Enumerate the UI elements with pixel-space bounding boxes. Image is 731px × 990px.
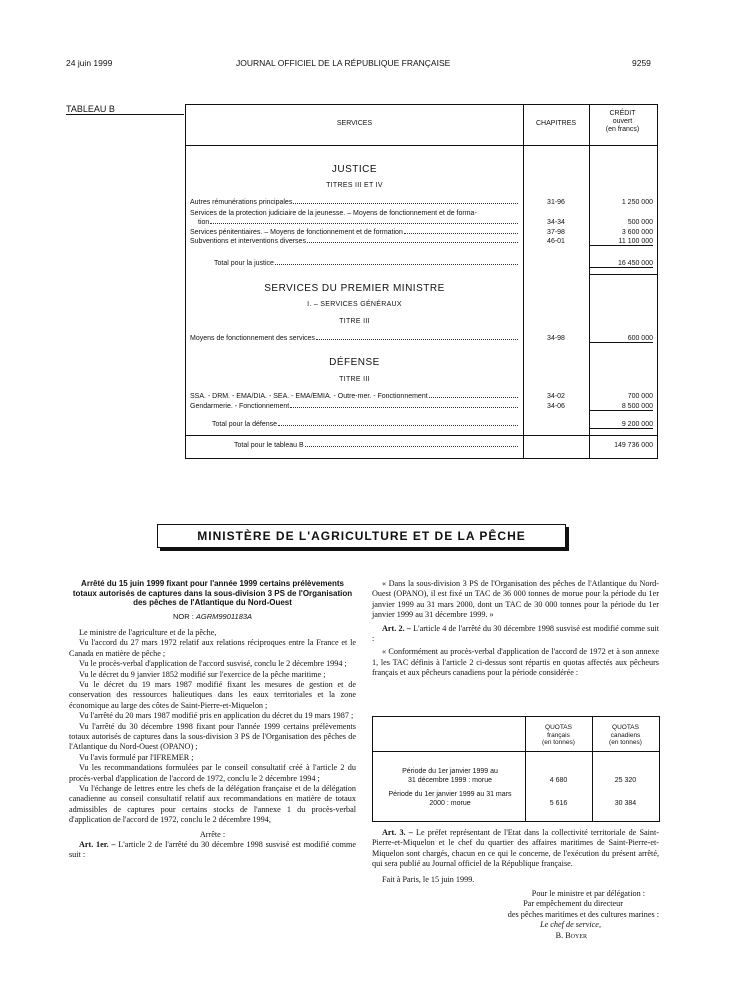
table-row: Gendarmerie. - Fonctionnement bbox=[190, 403, 519, 410]
nor-line: NOR : AGRM9901183A bbox=[172, 611, 253, 621]
signature-name: B. Boyer bbox=[555, 930, 587, 940]
total-credit: 9 200 000 bbox=[589, 421, 653, 429]
section-defense-title: DÉFENSE bbox=[329, 357, 380, 368]
header-divider bbox=[186, 145, 657, 146]
paragraph: « Dans la sous-division 3 PS de l'Organisation des pêches de l'Atlantique du Nord-Ouest (OPANO), il est fixé un TAC de 36 000 tonnes de morue pour la période du 1er janvier 1999 au 31 mars 2000, dont un TAC de 30 000 tonnes pour la période du 1er janvier 1999 au 31 décembre 1999. » bbox=[372, 579, 659, 620]
paragraph: Vu l'avis formulé par l'IFREMER ; bbox=[79, 752, 194, 762]
quota-fr-header: QUOTAS français (en tonnes) bbox=[542, 724, 575, 746]
grand-total-credit: 149 736 000 bbox=[614, 442, 653, 449]
chapitre-cell: 37-98 bbox=[547, 229, 565, 236]
table-row: SSA. - DRM. - EMA/DIA. - SEA. - EMA/EMIA. - Outre-mer. - Fonctionnement bbox=[190, 393, 519, 400]
divider bbox=[589, 274, 657, 275]
left-column bbox=[69, 579, 356, 861]
header-page: 9259 bbox=[632, 58, 651, 68]
total-credit: 16 450 000 bbox=[589, 260, 653, 268]
article-1: Art. 1er. – L'article 2 de l'arrêté du 30 décembre 1998 susvisé est modifié comme suit : bbox=[69, 840, 357, 860]
quota-table bbox=[372, 716, 660, 822]
chapitre-cell: 46-01 bbox=[547, 238, 565, 245]
section-premier-titre: TITRE III bbox=[339, 318, 370, 325]
section-premier-title: SERVICES DU PREMIER MINISTRE bbox=[264, 283, 445, 294]
col-chapitres: CHAPITRES bbox=[535, 120, 577, 127]
credit-cell: 11 100 000 bbox=[589, 238, 653, 246]
signature-1: Pour le ministre et par délégation : bbox=[531, 889, 645, 899]
header-divider bbox=[373, 751, 659, 752]
paragraph: Vu l'arrêté du 30 décembre 1998 fixant pour l'année 1999 certains prélèvements totaux autorisés de captures dans la sous-division 3 PS de l'Organisation des pêches de l'Atlantique du Nord-Ouest (OPANO) ; bbox=[69, 721, 356, 752]
paragraph: Vu le décret du 19 mars 1987 modifié fixant les mesures de gestion et de conservation des ressources halieutiques dans les eaux territoriales et la zone économique au large des côtes de Saint-Pierre-et-Miquelon ; bbox=[69, 679, 356, 710]
section-justice-sub: TITRES III ET IV bbox=[326, 182, 383, 189]
paragraph: Vu l'accord du 27 mars 1972 relatif aux relations réciproques entre la France et le Canada en matière de pêche ; bbox=[69, 638, 356, 658]
chapitre-cell: 34-98 bbox=[547, 335, 565, 342]
signature-4: Le chef de service, bbox=[540, 920, 601, 930]
section-justice-title: JUSTICE bbox=[331, 164, 378, 175]
table-row: tion bbox=[198, 219, 519, 226]
paragraph: « Conformément au procès-verbal d'application de l'accord de 1972 et à son annexe 1, les TAC définis à l'article 2 ci-dessus sont répartis en quotas affectés aux pêcheurs français et aux pêcheurs canadiens pour la période considérée : bbox=[372, 647, 659, 678]
tableau-b bbox=[185, 104, 658, 459]
signature-3: des pêches maritimes et des cultures marines : bbox=[507, 909, 659, 919]
table-row: Services pénitentiaires. – Moyens de fonctionnement et de formation bbox=[190, 229, 519, 236]
credit-cell: 600 000 bbox=[589, 335, 653, 343]
signature-2: Par empêchement du directeur bbox=[523, 899, 623, 909]
quota-row-2-label: Période du 1er janvier 1999 au 31 mars 2000 : morue bbox=[388, 791, 512, 807]
paragraph: Vu l'échange de lettres entre les chefs de la délégation française et de la délégation canadienne au conseil consultatif relatif aux recommandations en matière de totaux admissibles de captures pour certains stocks de l'annexe 1 du procès-verbal d'application de l'accord de 1972, conclu le 2 décembre 1994, bbox=[69, 784, 356, 825]
article-3: Art. 3. – Le préfet représentant de l'Etat dans la collectivité territoriale de Saint-Pierre-et-Miquelon et le chef du quartier des affaires maritimes de Saint-Pierre-et-Miquelon sont chargés, chacun en ce qui le concerne, de l'exécution du présent arrêté, qui sera publié au Journal officiel de la République française. bbox=[372, 828, 659, 869]
article-2: Art. 2. – L'article 4 de l'arrêté du 30 décembre 1998 susvisé est modifié comme suit : bbox=[372, 623, 660, 644]
chapitre-cell: 34-06 bbox=[547, 403, 565, 410]
paragraph: Vu le procès-verbal d'application de l'accord susvisé, conclu le 2 décembre 1994 ; bbox=[79, 659, 347, 669]
credit-cell: 500 000 bbox=[627, 219, 653, 226]
table-row: Moyens de fonctionnement des services bbox=[190, 335, 519, 342]
header-date: 24 juin 1999 bbox=[66, 58, 113, 68]
quota-row-2-ca: 30 384 bbox=[614, 800, 637, 807]
credit-cell: 3 600 000 bbox=[621, 229, 653, 236]
credit-cell: 8 500 000 bbox=[589, 403, 653, 411]
nor-code: AGRM9901183A bbox=[195, 611, 253, 621]
header-journal: JOURNAL OFFICIEL DE LA RÉPUBLIQUE FRANÇAISE bbox=[236, 58, 451, 68]
tableau-label: TABLEAU B bbox=[66, 104, 115, 114]
section-defense-sub: TITRE III bbox=[339, 376, 370, 383]
grand-total-row: Total pour le tableau B bbox=[234, 442, 519, 449]
col-credit: CRÉDIT bbox=[609, 110, 636, 117]
chapitre-cell: 34-34 bbox=[547, 219, 565, 226]
right-column-lower bbox=[372, 828, 659, 941]
credit-cell: 700 000 bbox=[627, 393, 653, 400]
col-credit-unit: (en francs) bbox=[605, 126, 640, 133]
chapitre-cell: 34-02 bbox=[547, 393, 565, 400]
paragraph: Le ministre de l'agriculture et de la pêche, bbox=[79, 627, 217, 637]
quota-row-1-label: Période du 1er janvier 1999 au 31 décembre 1999 : morue bbox=[402, 768, 498, 784]
fait-line: Fait à Paris, le 15 juin 1999. bbox=[382, 874, 475, 884]
quota-ca-header: QUOTAS canadiens (en tonnes) bbox=[609, 724, 642, 746]
quota-row-1-ca: 25 320 bbox=[614, 777, 637, 784]
arrete-title: Arrêté du 15 juin 1999 fixant pour l'année 1999 certains prélèvements totaux autorisés de captures dans la sous-division 3 PS de l'Organisation des pêches de l'Atlantique du Nord-Ouest bbox=[72, 579, 353, 607]
quota-row-1-fr: 4 680 bbox=[549, 777, 568, 784]
col-services: SERVICES bbox=[336, 120, 373, 127]
paragraph: Vu les recommandations formulées par le conseil consultatif créé à l'article 2 du procès-verbal d'application de l'accord de 1972, conclu le 2 décembre 1994 ; bbox=[69, 763, 356, 783]
quota-row-2-fr: 5 616 bbox=[549, 800, 568, 807]
col-credit-sub: ouvert bbox=[612, 118, 633, 125]
paragraph: Vu l'arrêté du 20 mars 1987 modifié pris en application du décret du 19 mars 1987 ; bbox=[79, 711, 354, 721]
table-row: Subventions et interventions diverses bbox=[190, 238, 519, 245]
tableau-divider bbox=[66, 114, 184, 115]
table-row: Services de la protection judiciaire de la jeunesse. – Moyens de fonctionnement et de forma- bbox=[190, 210, 477, 217]
arrete-label: Arrête : bbox=[199, 829, 226, 839]
paragraph: Vu le décret du 9 janvier 1852 modifié sur l'exercice de la pêche maritime ; bbox=[79, 669, 326, 679]
table-row: Autres rémunérations principales bbox=[190, 199, 519, 206]
right-column bbox=[372, 579, 659, 679]
section-premier-sub: I. – SERVICES GÉNÉRAUX bbox=[307, 301, 402, 308]
divider bbox=[186, 435, 657, 436]
total-row: Total pour la défense bbox=[212, 421, 519, 428]
chapitre-cell: 31-96 bbox=[547, 199, 565, 206]
ministry-banner: MINISTÈRE DE L'AGRICULTURE ET DE LA PÊCHE bbox=[157, 524, 566, 548]
total-row: Total pour la justice bbox=[214, 260, 519, 267]
credit-cell: 1 250 000 bbox=[621, 199, 653, 206]
